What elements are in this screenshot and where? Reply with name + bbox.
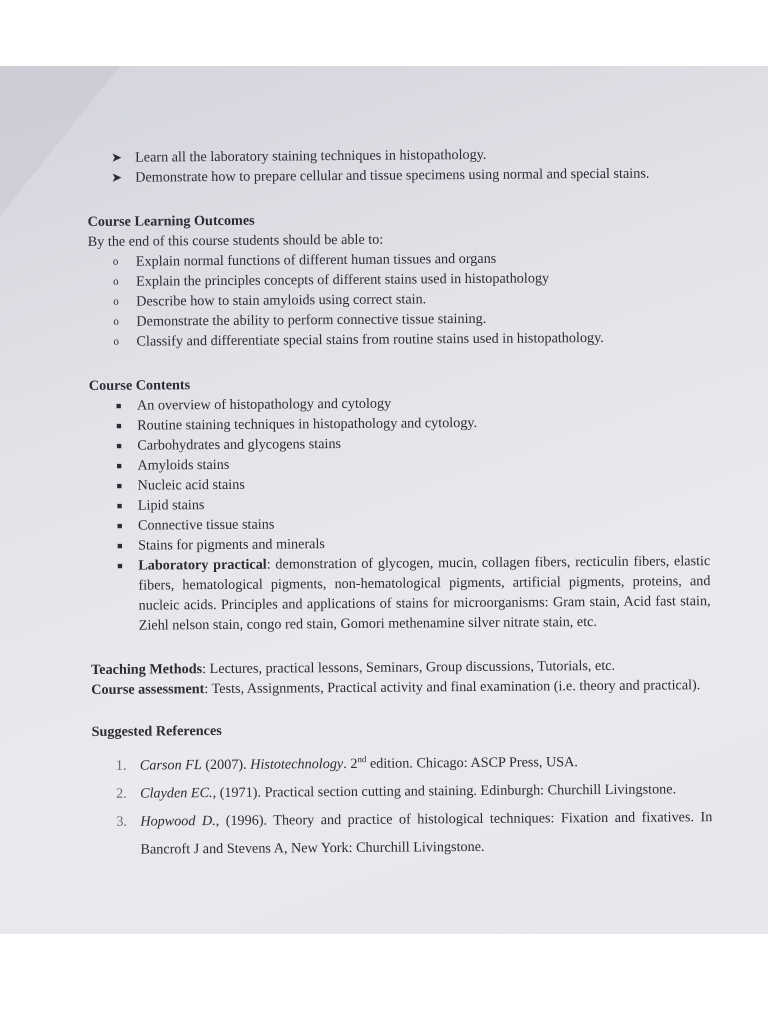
reference-item: 2. Clayden EC., (1971). Practical section cutting and staining. Edinburgh: Churchill Livingstone.: [116, 781, 677, 802]
square-bullet-icon: ■: [116, 500, 123, 511]
square-bullet-icon: ■: [116, 520, 123, 531]
square-bullet-icon: ■: [115, 400, 122, 411]
circle-bullet-icon: o: [113, 275, 119, 288]
list-item: ■ Nucleic acid stains: [90, 471, 710, 496]
teaching-methods-label: Teaching Methods: [91, 661, 203, 678]
list-item: ➤ Demonstrate how to prepare cellular and tissue specimens using normal and special stains.: [87, 163, 707, 188]
square-bullet-icon: ■: [116, 480, 123, 491]
list-item: ■ Carbohydrates and glycogens stains: [89, 431, 709, 456]
course-assessment: Course assessment: Tests, Assignments, Practical activity and final examination (i.e. theory and practical).: [91, 677, 701, 698]
square-bullet-icon: ■: [116, 440, 122, 451]
outcomes-list: [88, 247, 709, 352]
outcomes-intro: By the end of this course students should be able to:: [87, 231, 384, 250]
lab-practical-text: : demonstration of glycogen, mucin, collagen fibers, recticulin fibers, elastic fibers, hematological pigments, non-hematological pigments, artificial pigments, proteins, and nucleic acids. Principles and applications of stains for microorganisms: Gram stain, Acid fast stain, Ziehl nelson stain, congo red stain, Gomori methenamine silver nitrate stain, etc.: [138, 553, 711, 634]
list-item: ■ Stains for pigments and minerals: [90, 531, 710, 556]
square-bullet-icon: ■: [116, 460, 122, 471]
lab-practical-item: [90, 551, 711, 636]
circle-bullet-icon: o: [112, 255, 119, 268]
list-item: ■ An overview of histopathology and cytology: [89, 391, 709, 416]
list-item: o Classify and differentiate special stains from routine stains used in histopathology.: [88, 327, 708, 352]
square-bullet-icon: ■: [117, 560, 123, 571]
reference-item: 3. Hopwood D., (1996). Theory and practice of histological techniques: Fixation and fixatives. In Bancroft J and Stevens A, New York: Churchill Livingstone.: [116, 809, 713, 858]
arrow-bullet-icon: ➤: [111, 169, 123, 185]
list-item: ■ Amyloids stains: [89, 451, 709, 476]
square-bullet-icon: ■: [117, 540, 123, 551]
circle-bullet-icon: o: [113, 335, 120, 348]
document-content: [87, 143, 713, 864]
references-list: [92, 747, 713, 864]
list-item: ■ Connective tissue stains: [90, 511, 710, 536]
reference-item: 1. Carson FL (2007). Histotechnology. 2nd edition. Chicago: ASCP Press, USA.: [115, 754, 578, 774]
references-heading: Suggested References: [91, 722, 222, 740]
intro-bullet-list: [87, 143, 707, 188]
outcomes-heading: Course Learning Outcomes: [87, 212, 255, 230]
circle-bullet-icon: o: [113, 295, 119, 308]
list-item: ■ Routine staining techniques in histopathology and cytology.: [89, 411, 709, 436]
list-item: o Demonstrate the ability to perform connective tissue staining.: [88, 307, 708, 332]
contents-heading: Course Contents: [88, 377, 191, 394]
square-bullet-icon: ■: [116, 420, 122, 431]
list-item: o Describe how to stain amyloids using correct stain.: [88, 287, 708, 312]
teaching-methods: Teaching Methods: Lectures, practical lessons, Seminars, Group discussions, Tutorials, etc.: [91, 657, 616, 678]
arrow-bullet-icon: ➤: [111, 149, 123, 165]
list-item: o Explain normal functions of different human tissues and organs: [88, 247, 708, 272]
list-item: ➤ Learn all the laboratory staining techniques in histopathology.: [87, 143, 707, 168]
contents-list: [89, 391, 711, 636]
list-item: ■ Lipid stains: [90, 491, 710, 516]
document-page: [0, 66, 768, 934]
list-item: o Explain the principles concepts of different stains used in histopathology: [88, 267, 708, 292]
course-assessment-label: Course assessment: [91, 681, 205, 698]
circle-bullet-icon: o: [113, 315, 119, 328]
lab-practical-label: Laboratory practical: [138, 556, 267, 574]
